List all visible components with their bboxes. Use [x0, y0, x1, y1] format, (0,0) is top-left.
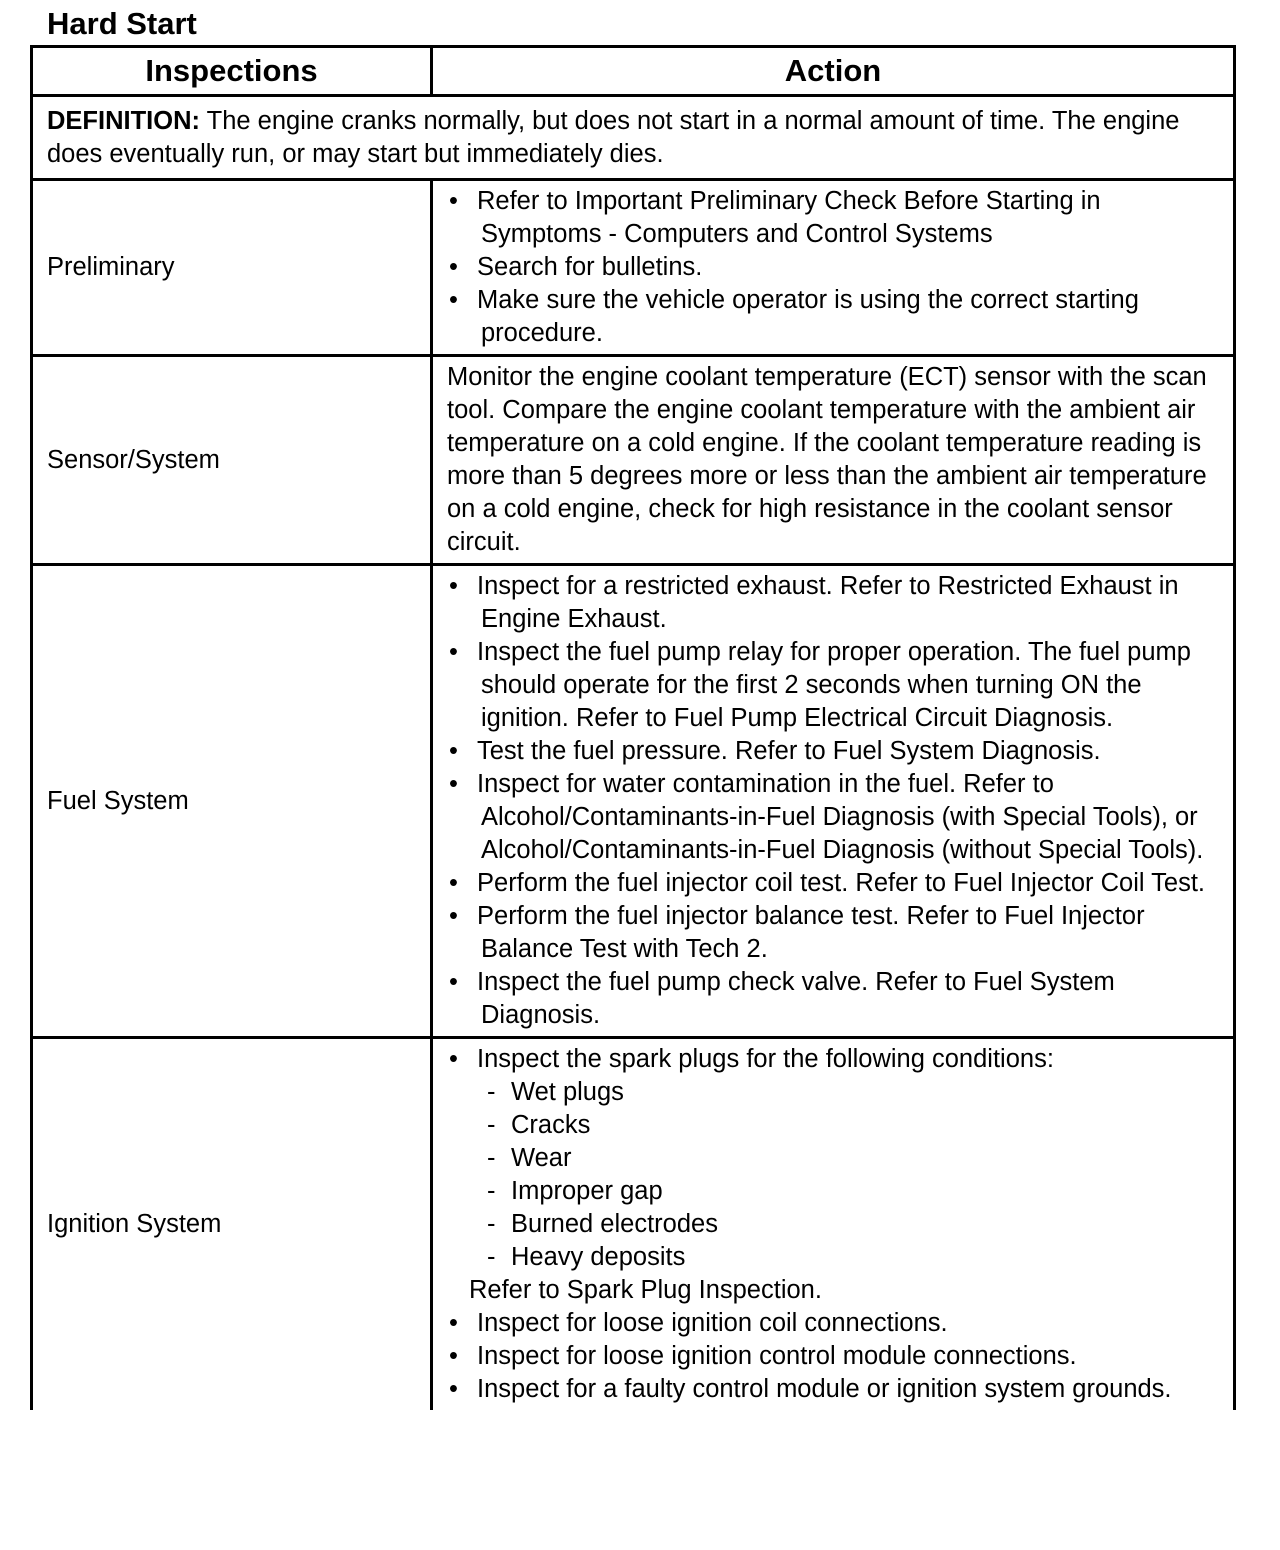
definition-cell	[32, 96, 1235, 180]
spark-plug-refer: Refer to Spark Plug Inspection.	[469, 1276, 822, 1304]
table-row-preliminary	[32, 180, 1235, 356]
list-item: • Perform the fuel injector coil test. Refer to Fuel Injector Coil Test.	[449, 869, 1205, 897]
condition-item: - Wet plugs	[487, 1078, 624, 1106]
action-preliminary	[432, 180, 1235, 356]
table-header-row	[32, 47, 1235, 96]
page-title: Hard Start	[47, 6, 197, 41]
condition-item: - Wear	[487, 1144, 572, 1172]
list-item: • Inspect for a restricted exhaust. Refer to Restricted Exhaust in Engine Exhaust.	[449, 572, 1179, 633]
action-ignition-system	[432, 1038, 1235, 1411]
definition-text: The engine cranks normally, but does not start in a normal amount of time. The engine does eventually run, or may start but immediately dies.	[47, 107, 1180, 168]
list-item: • Inspect for loose ignition control module connections.	[449, 1342, 1077, 1370]
list-item: • Inspect for water contamination in the fuel. Refer to Alcohol/Contaminants-in-Fuel Diagnosis (with Special Tools), or Alcohol/Contaminants-in-Fuel Diagnosis (without Special Tools).	[449, 770, 1204, 864]
action-sensor-system	[432, 356, 1235, 565]
definition-label: DEFINITION:	[47, 107, 200, 135]
inspection-sensor-system: Sensor/System	[32, 356, 432, 565]
condition-item: - Heavy deposits	[487, 1243, 686, 1271]
sensor-paragraph: Monitor the engine coolant temperature (ECT) sensor with the scan tool. Compare the engine coolant temperature with the ambient air temperature on a cold engine. If the coolant temperature reading is more than 5 degrees more or less than the ambient air temperature on a cold engine, check for high resistance in the coolant sensor circuit.	[447, 363, 1207, 556]
header-action: Action	[432, 47, 1235, 96]
list-item: • Inspect the fuel pump relay for proper operation. The fuel pump should operate for the first 2 seconds when turning ON the ignition. Refer to Fuel Pump Electrical Circuit Diagnosis.	[449, 638, 1191, 732]
action-fuel-system	[432, 565, 1235, 1038]
condition-item: - Improper gap	[487, 1177, 663, 1205]
spark-plug-conditions	[447, 1076, 1223, 1274]
inspection-ignition-system: Ignition System	[32, 1038, 432, 1411]
list-item: • Inspect for loose ignition coil connections.	[449, 1309, 948, 1337]
hard-start-table	[30, 45, 1236, 1410]
list-item: • Make sure the vehicle operator is using the correct starting procedure.	[449, 286, 1139, 347]
list-item: • Inspect the fuel pump check valve. Refer to Fuel System Diagnosis.	[449, 968, 1115, 1029]
list-item: • Search for bulletins.	[449, 253, 703, 281]
header-inspections: Inspections	[32, 47, 432, 96]
list-item: • Inspect for a faulty control module or ignition system grounds.	[449, 1375, 1172, 1403]
list-item: • Refer to Important Preliminary Check Before Starting in Symptoms - Computers and Control Systems	[449, 187, 1101, 248]
condition-item: - Burned electrodes	[487, 1210, 718, 1238]
list-item: • Perform the fuel injector balance test. Refer to Fuel Injector Balance Test with Tech 2.	[449, 902, 1145, 963]
table-row-ignition	[32, 1038, 1235, 1411]
table-row-fuel	[32, 565, 1235, 1038]
list-item: • Test the fuel pressure. Refer to Fuel System Diagnosis.	[449, 737, 1101, 765]
inspection-fuel-system: Fuel System	[32, 565, 432, 1038]
list-item: • Inspect the spark plugs for the following conditions:	[449, 1045, 1054, 1073]
definition-row	[32, 96, 1235, 180]
inspection-preliminary: Preliminary	[32, 180, 432, 356]
table-row-sensor	[32, 356, 1235, 565]
condition-item: - Cracks	[487, 1111, 591, 1139]
